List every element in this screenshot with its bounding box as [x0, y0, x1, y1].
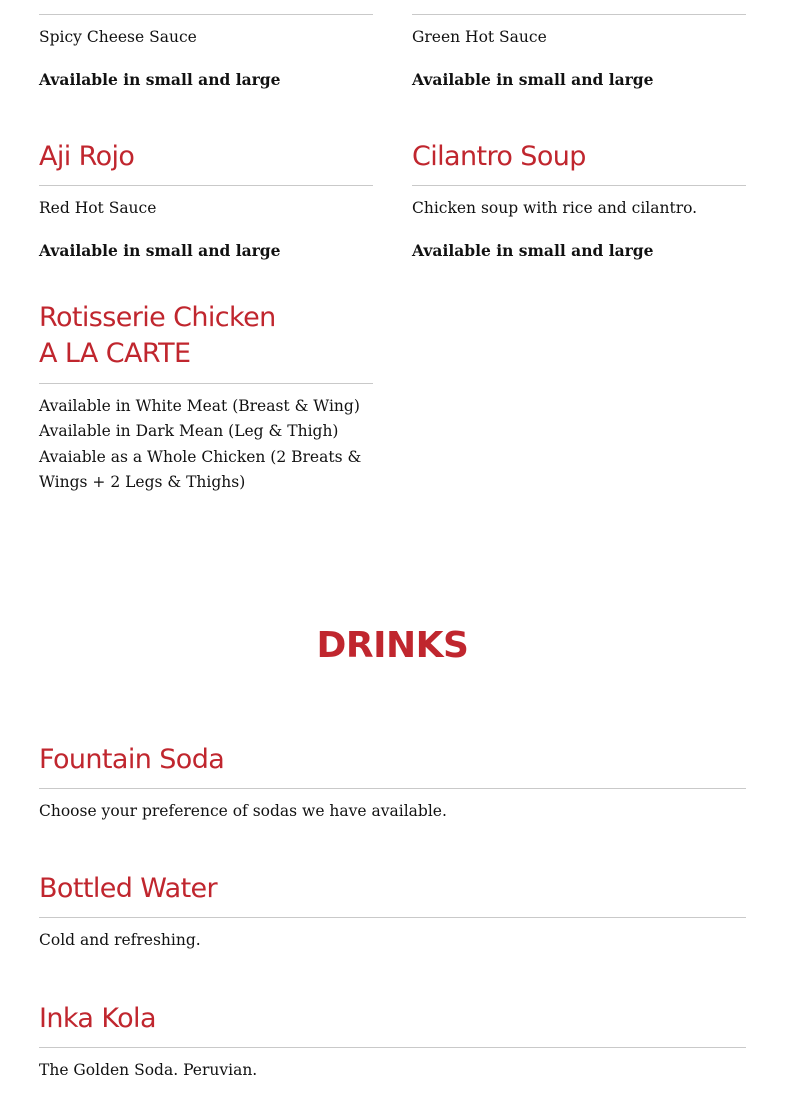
item-description: Chicken soup with rice and cilantro. — [412, 199, 698, 217]
item-title-rotisserie-chicken: Rotisserie Chicken — [39, 302, 276, 333]
divider — [39, 383, 373, 384]
item-description-line: Available in White Meat (Breast & Wing) — [39, 397, 360, 415]
item-title-aji-rojo: Aji Rojo — [39, 141, 135, 172]
item-description: Choose your preference of sodas we have available. — [39, 802, 447, 820]
item-title-inka-kola: Inka Kola — [39, 1003, 156, 1034]
item-availability: Available in small and large — [412, 70, 654, 89]
divider — [39, 1047, 746, 1048]
divider — [39, 185, 373, 186]
item-description: Red Hot Sauce — [39, 199, 157, 217]
item-availability: Available in small and large — [39, 70, 281, 89]
item-description-line: Wings + 2 Legs & Thighs) — [39, 473, 246, 491]
divider — [39, 14, 373, 15]
item-description: Spicy Cheese Sauce — [39, 28, 197, 46]
item-description: Green Hot Sauce — [412, 28, 547, 46]
item-subtitle-a-la-carte: A LA CARTE — [39, 338, 191, 369]
item-description-line: Avaiable as a Whole Chicken (2 Breats & — [39, 448, 362, 466]
divider — [39, 917, 746, 918]
item-description-line: Available in Dark Mean (Leg & Thigh) — [39, 422, 339, 440]
item-availability: Available in small and large — [412, 241, 654, 260]
item-description: The Golden Soda. Peruvian. — [39, 1061, 258, 1079]
item-title-bottled-water: Bottled Water — [39, 873, 218, 904]
item-availability: Available in small and large — [39, 241, 281, 260]
item-title-cilantro-soup: Cilantro Soup — [412, 141, 586, 172]
section-title-drinks: DRINKS — [316, 625, 469, 666]
item-description: Cold and refreshing. — [39, 931, 201, 949]
item-title-fountain-soda: Fountain Soda — [39, 744, 225, 775]
divider — [412, 185, 746, 186]
divider — [412, 14, 746, 15]
divider — [39, 788, 746, 789]
